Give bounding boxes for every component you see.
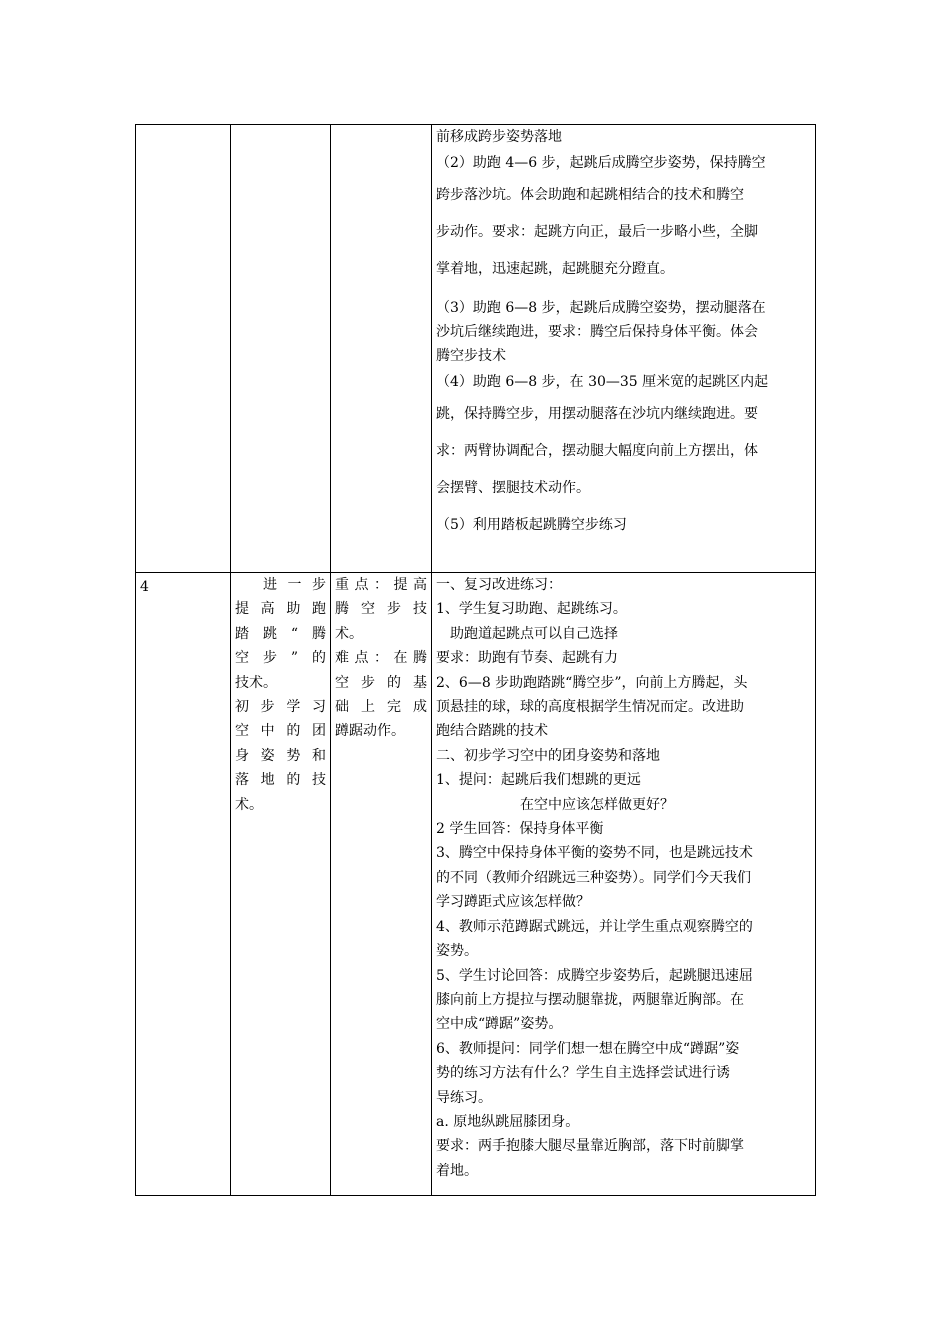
content-line: 膝向前上方提拉与摆动腿靠拢，两腿靠近胸部。在	[436, 991, 744, 1008]
content-line: 4、教师示范蹲踞式跳远，并让学生重点观察腾空的	[436, 918, 753, 935]
content-line: 势的练习方法有什么？学生自主选择尝试进行诱	[436, 1065, 730, 1082]
row1-content-cell	[432, 125, 816, 573]
keypoint-line: 础上完成	[335, 699, 427, 716]
content-line: 5、学生讨论回答：成腾空步姿势后，起跳腿迅速屈	[436, 967, 753, 984]
content-line: （5）利用踏板起跳腾空步练习	[436, 517, 627, 533]
content-line: 助跑道起跳点可以自己选择	[450, 625, 618, 642]
content-line: （4）助跑 6—8 步，在 30—35 厘米宽的起跳区内起	[436, 374, 769, 390]
objective-line: 技术。	[235, 674, 277, 691]
keypoint-line: 空步的基	[335, 674, 427, 691]
content-line: （2）助跑 4—6 步，起跳后成腾空步姿势，保持腾空	[436, 155, 766, 171]
keypoint-line: 难点：在腾	[335, 650, 427, 667]
table-row	[136, 573, 816, 1196]
content-line: 一、复习改进练习：	[436, 577, 562, 593]
content-line: 着地。	[436, 1162, 478, 1179]
table-row	[136, 125, 816, 573]
objective-line: 落地的技	[235, 772, 326, 789]
keypoint-line: 腾空步技	[335, 601, 427, 618]
row2-keypoint-cell	[331, 573, 432, 1196]
content-line: 求：两臂协调配合，摆动腿大幅度向前上方摆出，体	[436, 443, 758, 459]
objective-line: 空中的团	[235, 723, 326, 740]
row2-objective-cell	[231, 573, 331, 1196]
content-line: 沙坑后继续跑进，要求：腾空后保持身体平衡。体会	[436, 324, 758, 340]
objective-line: 进一步	[263, 577, 326, 593]
content-line: 的不同（教师介绍跳远三种姿势）。同学们今天我们	[436, 869, 751, 886]
content-line: 1、提问：起跳后我们想跳的更远	[436, 772, 641, 789]
content-line: 2 学生回答：保持身体平衡	[436, 821, 604, 838]
content-line: 学习蹲距式应该怎样做？	[436, 894, 590, 911]
content-line: 要求：两手抱膝大腿尽量靠近胸部，落下时前脚掌	[436, 1138, 744, 1155]
content-line: 要求：助跑有节奏、起跳有力	[436, 650, 618, 667]
content-line: 跳，保持腾空步，用摆动腿落在沙坑内继续跑进。要	[436, 406, 758, 422]
content-line: 步动作。要求：起跳方向正，最后一步略小些，全脚	[436, 224, 758, 240]
content-line: 掌着地，迅速起跳，起跳腿充分蹬直。	[436, 261, 674, 277]
content-line: 跨步落沙坑。体会助跑和起跳相结合的技术和腾空	[436, 187, 744, 203]
row1-keypoint-cell	[331, 125, 432, 573]
content-line: 会摆臂、摆腿技术动作。	[436, 480, 590, 496]
keypoint-line: 蹲踞动作。	[335, 723, 405, 740]
objective-line: 踏跳“腾	[235, 625, 326, 642]
row2-content-cell	[432, 573, 816, 1196]
objective-line: 初步学习	[235, 699, 326, 716]
content-line: 导练习。	[436, 1089, 492, 1106]
content-line: 姿势。	[436, 943, 478, 960]
objective-line: 空步”的	[235, 650, 326, 667]
content-line: 6、教师提问：同学们想一想在腾空中成“蹲踞”姿	[436, 1040, 740, 1057]
content-line: 空中成“蹲踞”姿势。	[436, 1016, 563, 1033]
content-line: 1、学生复习助跑、起跳练习。	[436, 601, 627, 618]
objective-line: 身姿势和	[235, 747, 326, 764]
row1-objective-cell	[231, 125, 331, 573]
content-line: 在空中应该怎样做更好？	[520, 796, 674, 813]
content-line: 前移成跨步姿势落地	[436, 129, 562, 145]
content-line: 跑结合踏跳的技术	[436, 723, 548, 740]
content-line: （3）助跑 6—8 步，起跳后成腾空姿势，摆动腿落在	[436, 300, 766, 316]
content-line: 二、初步学习空中的团身姿势和落地	[436, 747, 660, 764]
row1-number-cell	[136, 125, 231, 573]
content-line: 腾空步技术	[436, 348, 506, 364]
objective-line: 术。	[235, 796, 263, 813]
objective-line: 提高助跑	[235, 601, 326, 618]
content-line: 顶悬挂的球，球的高度根据学生情况而定。改进助	[436, 699, 744, 716]
content-line: 3、腾空中保持身体平衡的姿势不同，也是跳远技术	[436, 845, 753, 862]
content-line: 2、6—8 步助跑踏跳“腾空步”，向前上方腾起，头	[436, 674, 748, 691]
content-line: a. 原地纵跳屈膝团身。	[436, 1113, 580, 1130]
lesson-number: 4	[140, 579, 149, 595]
keypoint-line: 术。	[335, 625, 363, 642]
lesson-plan-table	[135, 124, 816, 1196]
keypoint-line: 重点：提高	[335, 577, 427, 593]
row2-number-cell	[136, 573, 231, 1196]
